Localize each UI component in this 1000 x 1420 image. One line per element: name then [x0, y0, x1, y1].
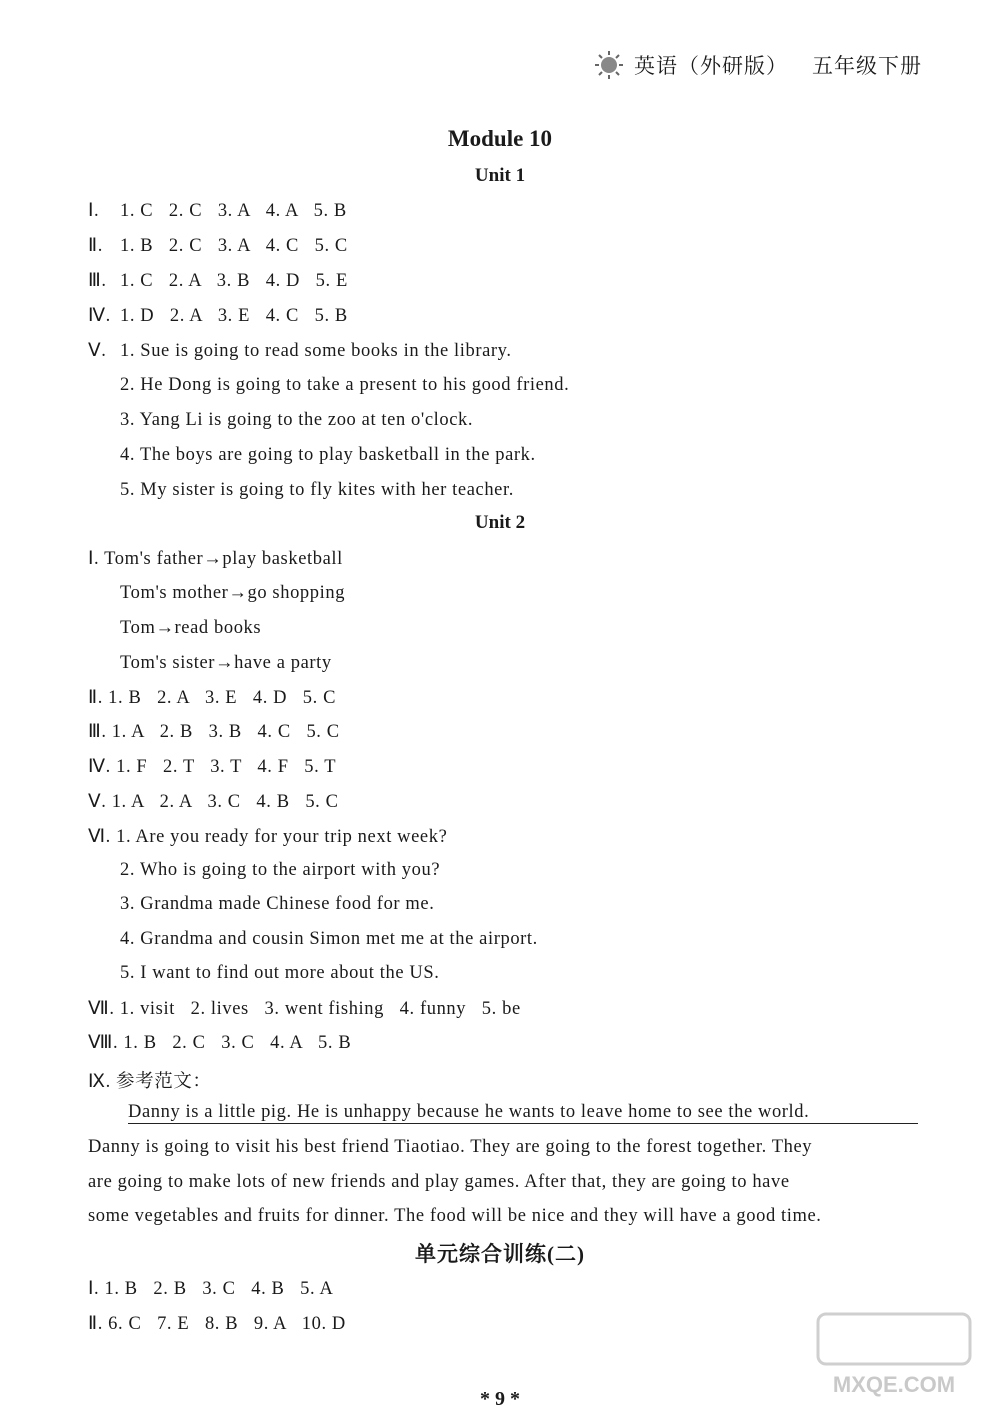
question-number: Ⅳ.: [88, 306, 111, 326]
answer-line: Tom's mother→go shopping: [120, 583, 346, 603]
question-number: Ⅲ.: [88, 271, 107, 291]
answer-line: [88, 200, 347, 222]
answer-line: 4. The boys are going to play basketball in the park.: [120, 445, 536, 465]
answer-line: 5. I want to find out more about the US.: [120, 963, 440, 983]
header-grade: 五年级下册: [812, 54, 922, 78]
answer-line: Ⅱ. 1. B 2. A 3. E 4. D 5. C: [88, 688, 337, 708]
answer-text: 1. B 2. C 3. A 4. C 5. C: [120, 236, 348, 256]
essay-line: Danny is going to visit his best friend Tiaotiao. They are going to the forest together. They: [88, 1137, 813, 1157]
sample-essay-heading: Ⅸ. 参考范文：: [88, 1072, 212, 1092]
answer-line: 5. My sister is going to fly kites with her teacher.: [120, 480, 514, 500]
unit2-title: Unit 2: [474, 512, 526, 533]
answer-line: Ⅰ. 1. B 2. B 3. C 4. B 5. A: [88, 1279, 334, 1299]
answer-text: 1. C 2. C 3. A 4. A 5. B: [120, 201, 347, 221]
answer-line: 3. Grandma made Chinese food for me.: [120, 894, 435, 914]
answer-text: 1. Sue is going to read some books in the library.: [120, 341, 512, 361]
answer-line: [88, 235, 348, 257]
answer-line: Ⅰ. Tom's father→play basketball: [88, 549, 343, 569]
header-subject: 英语（外研版）: [634, 54, 788, 78]
answer-text: 1. D 2. A 3. E 4. C 5. B: [120, 306, 348, 326]
question-number: Ⅰ.: [88, 201, 100, 221]
answer-line: Ⅶ. 1. visit 2. lives 3. went fishing 4. funny 5. be: [88, 999, 521, 1019]
page-header: [594, 50, 922, 80]
answer-line: Ⅱ. 6. C 7. E 8. B 9. A 10. D: [88, 1314, 346, 1334]
answer-line: Ⅴ. 1. A 2. A 3. C 4. B 5. C: [88, 792, 339, 812]
answer-line: Ⅷ. 1. B 2. C 3. C 4. A 5. B: [88, 1033, 352, 1053]
watermark-logo: [814, 1310, 974, 1400]
answer-text: 1. C 2. A 3. B 4. D 5. E: [120, 271, 348, 291]
answer-line: 2. Who is going to the airport with you?: [120, 860, 441, 880]
answer-line: Ⅳ. 1. F 2. T 3. T 4. F 5. T: [88, 757, 337, 777]
answer-line: 4. Grandma and cousin Simon met me at the airport.: [120, 929, 538, 949]
answer-line: Ⅲ. 1. A 2. B 3. B 4. C 5. C: [88, 722, 340, 742]
essay-line: some vegetables and fruits for dinner. The food will be nice and they will have a good time.: [88, 1206, 822, 1226]
answer-line: Tom's sister→have a party: [120, 653, 332, 673]
review-title: 单元综合训练(二): [415, 1242, 585, 1266]
answer-line: [88, 340, 512, 362]
watermark-text: MXQE.COM: [832, 1372, 956, 1397]
answer-line: [88, 305, 348, 327]
question-number: Ⅱ.: [88, 236, 103, 256]
unit1-title: Unit 1: [474, 165, 526, 186]
answer-line: Ⅵ. 1. Are you ready for your trip next week?: [88, 827, 448, 847]
sun-logo-icon: [594, 50, 624, 80]
answer-line: 3. Yang Li is going to the zoo at ten o'clock.: [120, 410, 474, 430]
answer-line: 2. He Dong is going to take a present to his good friend.: [120, 375, 570, 395]
essay-line: Danny is a little pig. He is unhappy because he wants to leave home to see the world.: [128, 1102, 918, 1124]
answer-line: Tom→read books: [120, 618, 262, 638]
answer-line: [88, 270, 348, 292]
essay-line: are going to make lots of new friends and play games. After that, they are going to have: [88, 1172, 790, 1192]
page-number: * 9 *: [480, 1388, 520, 1410]
module-title: Module 10: [447, 126, 553, 151]
question-number: Ⅴ.: [88, 341, 107, 361]
